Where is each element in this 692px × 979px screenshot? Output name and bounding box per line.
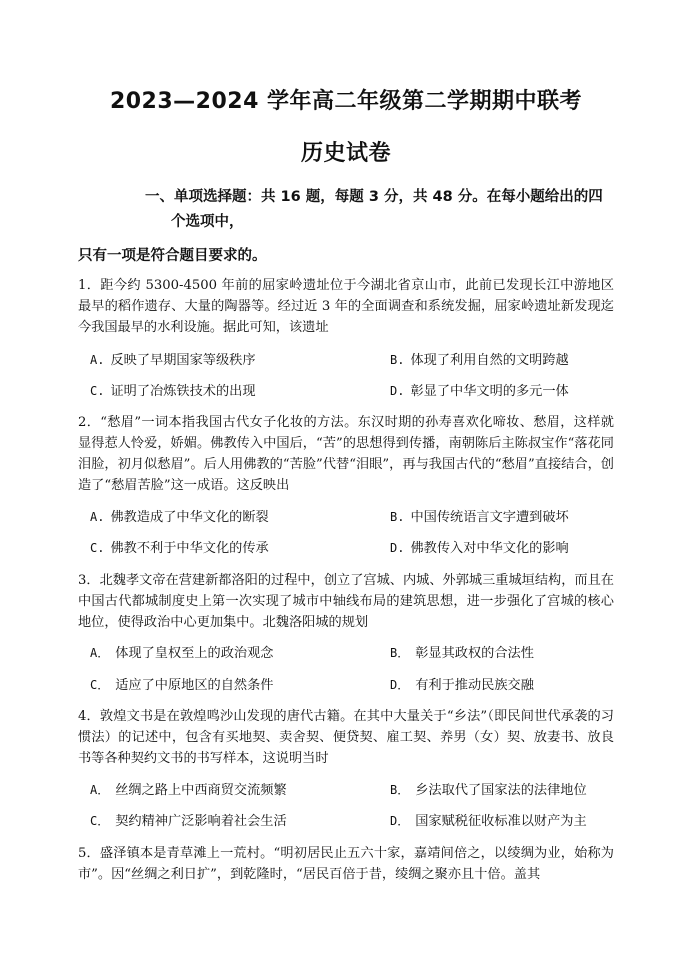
question-4-option-d: D． 国家赋税征收标准以财产为主: [390, 814, 587, 829]
question-4-stem: 4．敦煌文书是在敦煌鸣沙山发现的唐代古籍。在其中大量关于“乡法”（即民间世代承袭的习惯法）的记述中，包含有买地契、卖舍契、便贷契、雇工契、养男（女）契、放妻书、放良书等各种契约文书的书写样本，这说明当时: [78, 709, 614, 766]
section-instruction-line3: 只有一项是符合题目要求的。: [78, 248, 267, 264]
question-2-stem: 2．“愁眉”一词本指我国古代女子化妆的方法。东汉时期的孙寿喜欢化啼妆、愁眉，这样就显得惹人怜爱，娇媚。佛教传入中国后，“苦”的思想得到传播，南朝陈后主陈叔宝作“落花同泪脸，初月似愁眉”。后人用佛教的“苦脸”代替“泪眼”，再与我国古代的“愁眉”直接结合，创造了“愁眉苦脸”这一成语。这反映出: [78, 415, 614, 493]
question-5-stem: 5．盛泽镇本是青草滩上一荒村。“明初居民止五六十家，嘉靖间倍之，以绫绸为业，始称为市”。因“丝绸之利日扩”，到乾隆时，“居民百倍于昔，绫绸之聚亦且十倍。盖其: [78, 846, 614, 882]
question-4-option-b: B． 乡法取代了国家法的法律地位: [390, 783, 587, 798]
question-2-option-c: C. 佛教不利于中华文化的传承: [90, 541, 269, 556]
section-instruction-line1: 一、单项选择题：共 16 题，每题 3 分，共 48 分。在每小题给出的四: [145, 189, 603, 205]
question-3-stem: 3．北魏孝文帝在营建新都洛阳的过程中，创立了宫城、内城、外郭城三重城垣结构，而且在中国古代都城制度史上第一次实现了城市中轴线布局的建筑思想，进一步强化了宫城的核心地位，使得政治中心更加集中。北魏洛阳城的规划: [78, 573, 614, 630]
section-instruction: [145, 185, 625, 235]
question-1-option-c: C. 证明了冶炼铁技术的出现: [90, 384, 256, 399]
question-3-option-a: A． 体现了皇权至上的政治观念: [90, 646, 274, 661]
question-1-option-a: A. 反映了早期国家等级秩序: [90, 353, 256, 368]
question-4-option-c: C． 契约精神广泛影响着社会生活: [90, 814, 287, 829]
question-3-option-c: C． 适应了中原地区的自然条件: [90, 678, 274, 693]
question-1-option-b: B. 体现了利用自然的文明跨越: [390, 353, 569, 368]
question-2-option-d: D. 佛教传入对中华文化的影响: [390, 541, 569, 556]
question-3-option-b: B． 彰显其政权的合法性: [390, 646, 534, 661]
question-1-stem: 1．距今约 5300-4500 年前的屈家岭遗址位于今湖北省京山市，此前已发现长江中游地区最早的稻作遗存、大量的陶器等。经过近 3 年的全面调查和系统发掘，屈家岭遗址新发现迄今我国最早的水利设施。据此可知，该遗址: [78, 278, 614, 335]
question-2-option-a: A. 佛教造成了中华文化的断裂: [90, 510, 269, 525]
question-1-option-d: D. 彰显了中华文明的多元一体: [390, 384, 569, 399]
question-2-option-b: B. 中国传统语言文字遭到破坏: [390, 510, 569, 525]
section-instruction-line2: 个选项中，: [171, 214, 244, 230]
exam-subject-title: 历史试卷: [300, 141, 391, 166]
question-3-option-d: D． 有利于推动民族交融: [390, 678, 534, 693]
question-4-option-a: A． 丝绸之路上中西商贸交流频繁: [90, 783, 287, 798]
exam-title: 2023—2024 学年高二年级第二学期期中联考: [109, 89, 583, 114]
